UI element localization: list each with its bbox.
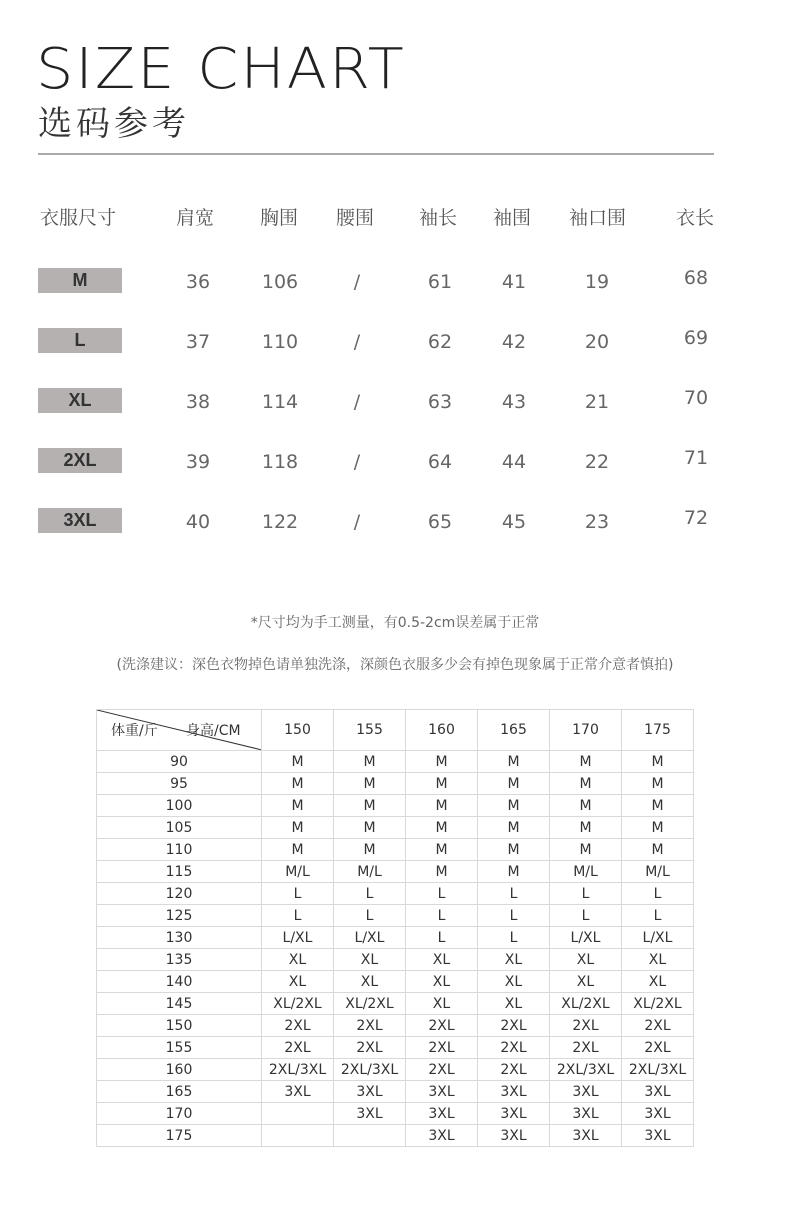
recommended-size-cell: 3XL [478, 1125, 550, 1147]
size-label-badge: L [38, 328, 122, 353]
size-table-header: 腰围 [336, 207, 375, 229]
recommended-size-cell: 3XL [334, 1081, 406, 1103]
recommended-size-cell: 3XL [478, 1081, 550, 1103]
recommended-size-cell: XL/2XL [334, 993, 406, 1015]
size-table-cell: 70 [683, 387, 709, 409]
recommended-size-cell: XL/2XL [262, 993, 334, 1015]
weight-cell: 170 [97, 1103, 262, 1125]
recommended-size-cell: 2XL [478, 1037, 550, 1059]
recommended-size-cell: 2XL [550, 1037, 622, 1059]
recommended-size-cell: XL [334, 949, 406, 971]
size-table-cell: 21 [584, 391, 610, 413]
recommended-size-cell: M [406, 861, 478, 883]
table-row [97, 795, 694, 817]
recommended-size-cell: M [622, 839, 694, 861]
recommended-size-cell: 3XL [622, 1081, 694, 1103]
recommended-size-cell: L [334, 905, 406, 927]
weight-cell: 160 [97, 1059, 262, 1081]
page-title-english: SIZE CHART [36, 37, 406, 102]
table-row [97, 971, 694, 993]
recommended-size-cell: XL [550, 949, 622, 971]
recommended-size-cell: 2XL [262, 1015, 334, 1037]
recommended-size-cell: M [262, 751, 334, 773]
size-table-cell: / [353, 271, 361, 293]
table-corner-header [97, 710, 262, 751]
recommended-size-cell: M [478, 839, 550, 861]
recommended-size-cell: 3XL [550, 1125, 622, 1147]
size-table-cell: 42 [501, 331, 527, 353]
recommended-size-cell: M [550, 795, 622, 817]
weight-cell: 135 [97, 949, 262, 971]
size-table-cell: 39 [185, 451, 211, 473]
recommended-size-cell: 2XL/3XL [334, 1059, 406, 1081]
recommended-size-cell: L/XL [550, 927, 622, 949]
recommended-size-cell: XL/2XL [622, 993, 694, 1015]
weight-cell: 110 [97, 839, 262, 861]
recommended-size-cell: L [334, 883, 406, 905]
recommended-size-cell: L [406, 927, 478, 949]
recommended-size-cell: L/XL [334, 927, 406, 949]
recommended-size-cell: 2XL/3XL [622, 1059, 694, 1081]
size-table-header: 肩宽 [176, 207, 215, 229]
recommended-size-cell: 3XL [622, 1103, 694, 1125]
height-column-header: 170 [550, 710, 622, 751]
size-table-cell: 62 [427, 331, 453, 353]
size-table-cell: 110 [261, 331, 299, 353]
size-table-header: 衣服尺寸 [40, 207, 117, 229]
recommended-size-cell: L [262, 905, 334, 927]
table-row [97, 839, 694, 861]
size-table-cell: 44 [501, 451, 527, 473]
recommended-size-cell: 2XL [622, 1015, 694, 1037]
recommended-size-cell: 2XL [478, 1059, 550, 1081]
size-table-cell: 69 [683, 327, 709, 349]
recommended-size-cell: L [478, 905, 550, 927]
recommended-size-cell: M [262, 773, 334, 795]
size-label-badge: 2XL [38, 448, 122, 473]
recommended-size-cell: M [334, 795, 406, 817]
table-row [97, 949, 694, 971]
size-table-cell: 63 [427, 391, 453, 413]
size-table-cell: 36 [185, 271, 211, 293]
weight-cell: 165 [97, 1081, 262, 1103]
recommended-size-cell: 2XL [622, 1037, 694, 1059]
size-table-cell: 20 [584, 331, 610, 353]
size-table-cell: 118 [261, 451, 299, 473]
size-table-cell: 41 [501, 271, 527, 293]
recommended-size-cell: L [478, 927, 550, 949]
recommended-size-cell: XL [478, 993, 550, 1015]
title-divider [38, 153, 714, 155]
size-table-cell: / [353, 511, 361, 533]
size-table-header: 袖长 [419, 207, 458, 229]
table-row [97, 1015, 694, 1037]
recommended-size-cell: XL/2XL [550, 993, 622, 1015]
recommended-size-cell: L [622, 905, 694, 927]
recommended-size-cell: L [622, 883, 694, 905]
size-table-header: 袖围 [493, 207, 532, 229]
recommended-size-cell: M [406, 751, 478, 773]
table-row [97, 1081, 694, 1103]
recommended-size-cell: L/XL [622, 927, 694, 949]
recommended-size-cell: 2XL [406, 1059, 478, 1081]
recommended-size-cell: M/L [334, 861, 406, 883]
recommended-size-cell: M [622, 773, 694, 795]
recommended-size-cell: L [406, 905, 478, 927]
recommended-size-cell: 2XL/3XL [550, 1059, 622, 1081]
size-table-cell: 65 [427, 511, 453, 533]
recommended-size-cell: M [406, 839, 478, 861]
height-column-header: 155 [334, 710, 406, 751]
size-table-cell: 43 [501, 391, 527, 413]
recommended-size-cell: M [550, 839, 622, 861]
size-table-cell: / [353, 391, 361, 413]
table-row [97, 883, 694, 905]
size-label-badge: 3XL [38, 508, 122, 533]
recommended-size-cell: L [550, 905, 622, 927]
weight-axis-label: 体重/斤 [111, 723, 158, 739]
table-row [97, 1125, 694, 1147]
recommended-size-cell: M [334, 839, 406, 861]
recommended-size-cell: XL [406, 993, 478, 1015]
size-table-cell: 37 [185, 331, 211, 353]
table-row [97, 1059, 694, 1081]
weight-cell: 145 [97, 993, 262, 1015]
size-table-cell: 61 [427, 271, 453, 293]
size-table-cell: 68 [683, 267, 709, 289]
recommended-size-cell: 3XL [550, 1081, 622, 1103]
size-table-cell: 38 [185, 391, 211, 413]
recommended-size-cell: M/L [262, 861, 334, 883]
weight-cell: 100 [97, 795, 262, 817]
recommended-size-cell: XL [406, 949, 478, 971]
recommended-size-cell: M [262, 817, 334, 839]
washing-advice-note: (洗涤建议：深色衣物掉色请单独洗涤，深颜色衣服多少会有掉色现象属于正常介意者慎拍) [116, 657, 674, 673]
recommended-size-cell: XL [262, 971, 334, 993]
recommended-size-cell: 3XL [550, 1103, 622, 1125]
recommended-size-cell: XL [478, 971, 550, 993]
table-row [97, 927, 694, 949]
table-row [97, 751, 694, 773]
recommended-size-cell: M/L [550, 861, 622, 883]
recommended-size-cell: M [406, 773, 478, 795]
size-table-cell: / [353, 331, 361, 353]
recommended-size-cell: XL [406, 971, 478, 993]
size-table-cell: 72 [683, 507, 709, 529]
recommended-size-cell: L [406, 883, 478, 905]
size-table-cell: / [353, 451, 361, 473]
weight-cell: 140 [97, 971, 262, 993]
size-table-cell: 122 [261, 511, 299, 533]
recommended-size-cell: M [478, 773, 550, 795]
recommended-size-cell: M [478, 795, 550, 817]
size-table-cell: 71 [683, 447, 709, 469]
recommended-size-cell: L [478, 883, 550, 905]
recommended-size-cell: M [622, 817, 694, 839]
recommended-size-cell: XL [622, 949, 694, 971]
weight-cell: 155 [97, 1037, 262, 1059]
recommended-size-cell: 3XL [334, 1103, 406, 1125]
recommended-size-cell: 3XL [262, 1081, 334, 1103]
recommended-size-cell: 3XL [406, 1081, 478, 1103]
recommended-size-cell: 2XL [478, 1015, 550, 1037]
recommended-size-cell: M [550, 817, 622, 839]
table-row [97, 1103, 694, 1125]
recommended-size-cell: 2XL [334, 1015, 406, 1037]
weight-cell: 105 [97, 817, 262, 839]
height-column-header: 165 [478, 710, 550, 751]
size-label-badge: XL [38, 388, 122, 413]
weight-cell: 120 [97, 883, 262, 905]
recommended-size-cell: XL [622, 971, 694, 993]
size-table-header: 胸围 [260, 207, 299, 229]
size-label-badge: M [38, 268, 122, 293]
height-column-header: 160 [406, 710, 478, 751]
weight-cell: 130 [97, 927, 262, 949]
height-column-header: 150 [262, 710, 334, 751]
weight-cell: 150 [97, 1015, 262, 1037]
recommended-size-cell: XL [478, 949, 550, 971]
size-table-cell: 64 [427, 451, 453, 473]
page-title-chinese: 选码参考 [38, 104, 190, 144]
weight-cell: 125 [97, 905, 262, 927]
table-row [97, 817, 694, 839]
recommended-size-cell: L/XL [262, 927, 334, 949]
recommended-size-cell: M [550, 773, 622, 795]
weight-cell: 115 [97, 861, 262, 883]
recommended-size-cell [262, 1125, 334, 1147]
recommended-size-cell: M [406, 795, 478, 817]
weight-height-size-table [96, 709, 694, 1147]
recommended-size-cell: M [334, 817, 406, 839]
table-row [97, 773, 694, 795]
height-axis-label: 身高/CM [186, 723, 241, 739]
size-table-cell: 23 [584, 511, 610, 533]
recommended-size-cell: M [478, 751, 550, 773]
recommended-size-cell: M [262, 795, 334, 817]
recommended-size-cell: M [622, 795, 694, 817]
recommended-size-cell: 3XL [406, 1103, 478, 1125]
recommended-size-cell: 2XL [406, 1037, 478, 1059]
recommended-size-cell: M/L [622, 861, 694, 883]
recommended-size-cell: 2XL [262, 1037, 334, 1059]
weight-cell: 95 [97, 773, 262, 795]
table-row [97, 993, 694, 1015]
recommended-size-cell: 3XL [406, 1125, 478, 1147]
recommended-size-cell: M [478, 817, 550, 839]
recommended-size-cell: M [262, 839, 334, 861]
size-table-cell: 106 [261, 271, 299, 293]
recommended-size-cell: XL [262, 949, 334, 971]
size-table-cell: 114 [261, 391, 299, 413]
size-table-cell: 45 [501, 511, 527, 533]
recommended-size-cell: M [406, 817, 478, 839]
height-column-header: 175 [622, 710, 694, 751]
recommended-size-cell [334, 1125, 406, 1147]
recommended-size-cell: L [550, 883, 622, 905]
recommended-size-cell: 2XL/3XL [262, 1059, 334, 1081]
measurement-note: *尺寸均为手工测量，有0.5-2cm误差属于正常 [250, 615, 540, 631]
recommended-size-cell: 2XL [550, 1015, 622, 1037]
recommended-size-cell: M [478, 861, 550, 883]
recommended-size-cell: M [622, 751, 694, 773]
size-table-cell: 22 [584, 451, 610, 473]
recommended-size-cell: M [334, 751, 406, 773]
size-table-cell: 19 [584, 271, 610, 293]
recommended-size-cell: M [550, 751, 622, 773]
recommended-size-cell: L [262, 883, 334, 905]
recommended-size-cell: 3XL [478, 1103, 550, 1125]
recommended-size-cell [262, 1103, 334, 1125]
size-table-header: 衣长 [676, 207, 715, 229]
size-table-cell: 40 [185, 511, 211, 533]
table-row [97, 905, 694, 927]
weight-cell: 90 [97, 751, 262, 773]
recommended-size-cell: XL [550, 971, 622, 993]
recommended-size-cell: 3XL [622, 1125, 694, 1147]
recommended-size-cell: XL [334, 971, 406, 993]
size-table-header: 袖口围 [569, 207, 627, 229]
table-row [97, 861, 694, 883]
table-row [97, 1037, 694, 1059]
recommended-size-cell: 2XL [406, 1015, 478, 1037]
recommended-size-cell: M [334, 773, 406, 795]
recommended-size-cell: 2XL [334, 1037, 406, 1059]
weight-cell: 175 [97, 1125, 262, 1147]
